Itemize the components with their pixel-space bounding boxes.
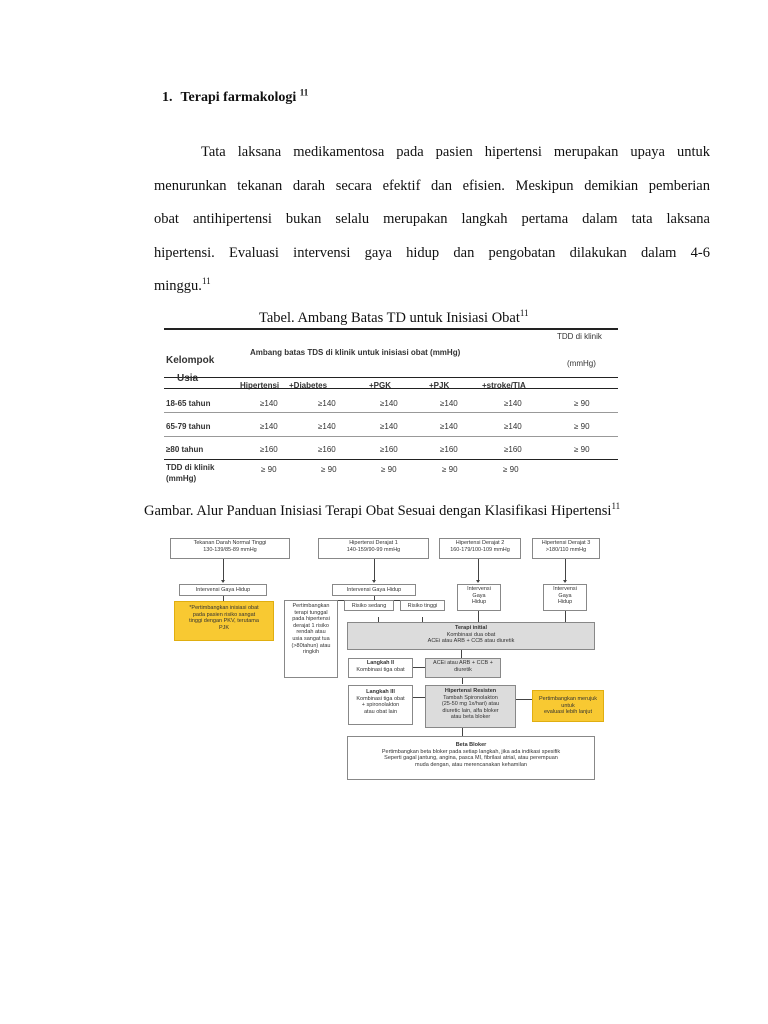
box-hipertensi-derajat-3: [532, 538, 600, 559]
col-header-pgk: +PGK: [369, 381, 392, 390]
box-text: 130-139/85-89 mmHg: [203, 546, 257, 553]
table-cell: ≥160: [260, 445, 278, 454]
box-text: Kombinasi dua obat: [446, 631, 496, 638]
box-text: atau obat lain: [363, 708, 398, 715]
figure-caption-text: Gambar. Alur Panduan Inisiasi Terapi Obat Sesuai dengan Klasifikasi Hipertensi: [144, 503, 612, 519]
box-pertimbangkan-rujuk: [532, 690, 604, 722]
box-text: muda dengan, atau merencanakan kehamilan: [415, 761, 527, 768]
box-text: (>80tahun) atau: [291, 642, 331, 649]
box-text: tinggi dengan PKV, terutama: [189, 618, 259, 625]
figure-caption: [144, 503, 620, 520]
table-cell: ≥140: [504, 399, 522, 408]
col-header-stroke: +stroke/TIA: [482, 381, 526, 390]
table-cell: ≥ 90: [261, 465, 277, 474]
box-title: Langkah III: [366, 689, 395, 695]
threshold-table: [164, 328, 618, 486]
row-label-tdd-line1: TDD di klinik: [166, 463, 215, 472]
connector-line: [478, 610, 479, 622]
box-text: Intervensi: [467, 586, 491, 592]
box-hipertensi-derajat-1: [318, 538, 429, 559]
box-risiko-tinggi: Risiko tinggi: [400, 600, 445, 611]
box-text: Hipertensi Derajat 1: [349, 540, 398, 546]
box-text: diuretic lain, alfa bloker: [442, 707, 499, 714]
box-hipertensi-resisten: [425, 685, 516, 728]
table-cell: ≥140: [260, 422, 278, 431]
box-text: Hidup: [557, 599, 573, 606]
box-title: Terapi initial: [455, 625, 487, 631]
paragraph-line-2: menurunkan tekanan darah secara efektif dan efisien. Meskipun demikian pemberian: [154, 178, 710, 194]
box-risiko-sedang: Risiko sedang: [344, 600, 394, 611]
connector-line: [478, 558, 479, 582]
box-text: ACEi atau ARB + CCB +: [433, 660, 493, 666]
box-text: Hipertensi Derajat 3: [541, 540, 591, 546]
table-cell: ≥140: [318, 422, 336, 431]
box-text: usia sangat tua: [292, 635, 330, 642]
figure-caption-sup: 11: [611, 501, 621, 512]
box-text: pada pasien risiko sangat: [192, 611, 256, 618]
box-text: *Pertimbangkan inisiasi obat: [189, 605, 259, 611]
table-cell-tdd: ≥ 90: [574, 445, 590, 454]
table-header-rule: [164, 377, 618, 378]
table-cell: ≥160: [318, 445, 336, 454]
box-text: + spironolakton: [361, 702, 400, 709]
section-heading: [162, 87, 309, 106]
col-header-pjk: +PJK: [429, 381, 450, 390]
table-row-rule-1: [164, 412, 618, 413]
box-text: Kombinasi tiga obat: [356, 666, 405, 673]
box-pertimbangkan-inisiasi: [174, 601, 274, 641]
box-text: Gaya: [472, 592, 486, 599]
box-hipertensi-derajat-2: [439, 538, 521, 559]
col-header-diabetes: +Diabetes: [289, 381, 328, 390]
arrow-down-icon: [372, 580, 376, 583]
span-header: Ambang batas TDS di klinik untuk inisiasi obat (mmHg): [250, 348, 461, 357]
box-text: >180/110 mmHg: [545, 546, 587, 553]
table-cell: ≥140: [380, 399, 398, 408]
table-cell: ≥140: [504, 422, 522, 431]
paragraph-line-1: Tata laksana medikamentosa pada pasien hipertensi merupakan upaya untuk: [201, 144, 710, 160]
table-top-rule: [164, 328, 618, 330]
table-cell: ≥140: [318, 399, 336, 408]
connector-line: [462, 728, 463, 736]
box-igh-derajat-3: [543, 584, 587, 611]
table-caption-text: Tabel. Ambang Batas TD untuk Inisiasi Obat: [259, 310, 520, 326]
row-label-18-65: 18-65 tahun: [166, 399, 211, 408]
table-cell: ≥ 90: [442, 465, 458, 474]
table-cell: ≥160: [504, 445, 522, 454]
row-label-65-79: 65-79 tahun: [166, 422, 211, 431]
arrow-down-icon: [563, 580, 567, 583]
table-caption-sup: 11: [519, 308, 529, 319]
box-langkah-2: [348, 658, 413, 678]
paragraph-last-sup: 11: [201, 276, 211, 287]
table-cell: ≥160: [380, 445, 398, 454]
box-langkah-2-obat: [425, 658, 501, 678]
table-row-rule-3: [164, 459, 618, 460]
box-igh-normal: Intervensi Gaya Hidup: [179, 584, 267, 596]
box-text: 160-179/100-109 mmHg: [450, 546, 510, 553]
row-label-tdd-line2: (mmHg): [166, 474, 197, 483]
box-title: Beta Bloker: [455, 742, 487, 748]
box-text: untuk: [561, 702, 575, 709]
connector-line: [223, 558, 224, 582]
box-igh-derajat-1: Intervensi Gaya Hidup: [332, 584, 416, 596]
table-cell: ≥ 90: [503, 465, 519, 474]
group-header-line2: Usia: [177, 373, 199, 384]
box-text: Seperti gagal jantung, angina, pasca MI, fibrilasi atrial, atau perempuan: [384, 755, 558, 762]
section-number: 1.: [162, 90, 173, 105]
box-igh-derajat-2: [457, 584, 501, 611]
table-caption: [259, 310, 529, 327]
connector-line: [412, 667, 425, 668]
row-label-80: ≥80 tahun: [166, 445, 204, 454]
arrow-down-icon: [476, 580, 480, 583]
group-header-line1: Kelompok: [166, 355, 215, 366]
section-title: Terapi farmakologi: [180, 90, 297, 105]
connector-line: [565, 558, 566, 582]
box-title: Hipertensi Resisten: [444, 688, 497, 694]
arrow-down-icon: [221, 580, 225, 583]
box-langkah-3: [348, 685, 413, 725]
box-text: diuretik: [454, 666, 472, 673]
box-beta-bloker: [347, 736, 595, 780]
table-cell: ≥ 90: [381, 465, 397, 474]
tdd-header-line1: TDD di klinik: [557, 332, 602, 341]
box-pertimbangkan-terapi-tunggal: [284, 600, 338, 678]
box-title: Langkah II: [366, 660, 395, 666]
box-normal-tinggi: [170, 538, 290, 559]
treatment-flowchart: [166, 534, 604, 782]
box-text: rendah atau: [296, 629, 326, 636]
box-text: Gaya: [558, 592, 572, 599]
table-row-rule-2: [164, 436, 618, 437]
table-cell-tdd: ≥ 90: [574, 399, 590, 408]
box-text: Pertimbangkan: [292, 603, 330, 609]
box-text: ringkih: [302, 649, 320, 656]
table-cell: ≥140: [440, 422, 458, 431]
box-text: evaluasi lebih lanjut: [543, 709, 592, 716]
box-text: Hidup: [471, 599, 487, 606]
box-text: derajat 1 risiko: [293, 622, 329, 629]
box-text: Tambah Spironolakton: [443, 694, 498, 701]
table-cell: ≥160: [440, 445, 458, 454]
col-header-hipertensi: Hipertensi: [240, 381, 280, 390]
table-cell-tdd: ≥ 90: [574, 422, 590, 431]
connector-line: [412, 697, 425, 698]
box-text: pada hipertensi: [292, 616, 330, 623]
box-text: atau beta bloker: [450, 714, 491, 721]
paragraph-last-line: [154, 278, 211, 295]
box-terapi-initial: [347, 622, 595, 650]
paragraph-line-3: obat antihipertensi bukan selalu merupakan langkah pertama dalam tata laksana: [154, 211, 710, 227]
table-cell: ≥140: [440, 399, 458, 408]
box-text: Tekanan Darah Normal Tinggi: [193, 540, 267, 546]
tdd-header-line2: (mmHg): [567, 359, 596, 368]
box-text: ACEi atau ARB + CCB atau diuretik: [427, 638, 515, 645]
section-title-sup: 11: [299, 87, 309, 98]
connector-line: [516, 699, 532, 700]
box-text: Intervensi: [553, 586, 577, 592]
box-text: Kombinasi tiga obat: [356, 695, 405, 702]
box-text: Pertimbangkan beta bloker pada setiap langkah, jika ada indikasi spesifik: [381, 748, 561, 755]
box-text: terapi tunggal: [294, 609, 328, 616]
connector-line: [461, 650, 462, 658]
connector-line: [565, 610, 566, 622]
table-cell: ≥140: [260, 399, 278, 408]
box-text: (25-50 mg 1x/hari) atau: [441, 701, 500, 708]
paragraph-last-text: minggu.: [154, 278, 202, 294]
box-text: PJK: [218, 624, 230, 631]
paragraph-line-4: hipertensi. Evaluasi intervensi gaya hidup dan pengobatan dilakukan dalam 4-6: [154, 245, 710, 261]
box-text: Hipertensi Derajat 2: [455, 540, 505, 546]
table-cell: ≥ 90: [321, 465, 337, 474]
table-cell: ≥140: [380, 422, 398, 431]
box-text: Pertimbangkan merujuk: [538, 696, 598, 702]
box-text: 140-159/90-99 mmHg: [346, 546, 401, 553]
connector-line: [374, 558, 375, 582]
